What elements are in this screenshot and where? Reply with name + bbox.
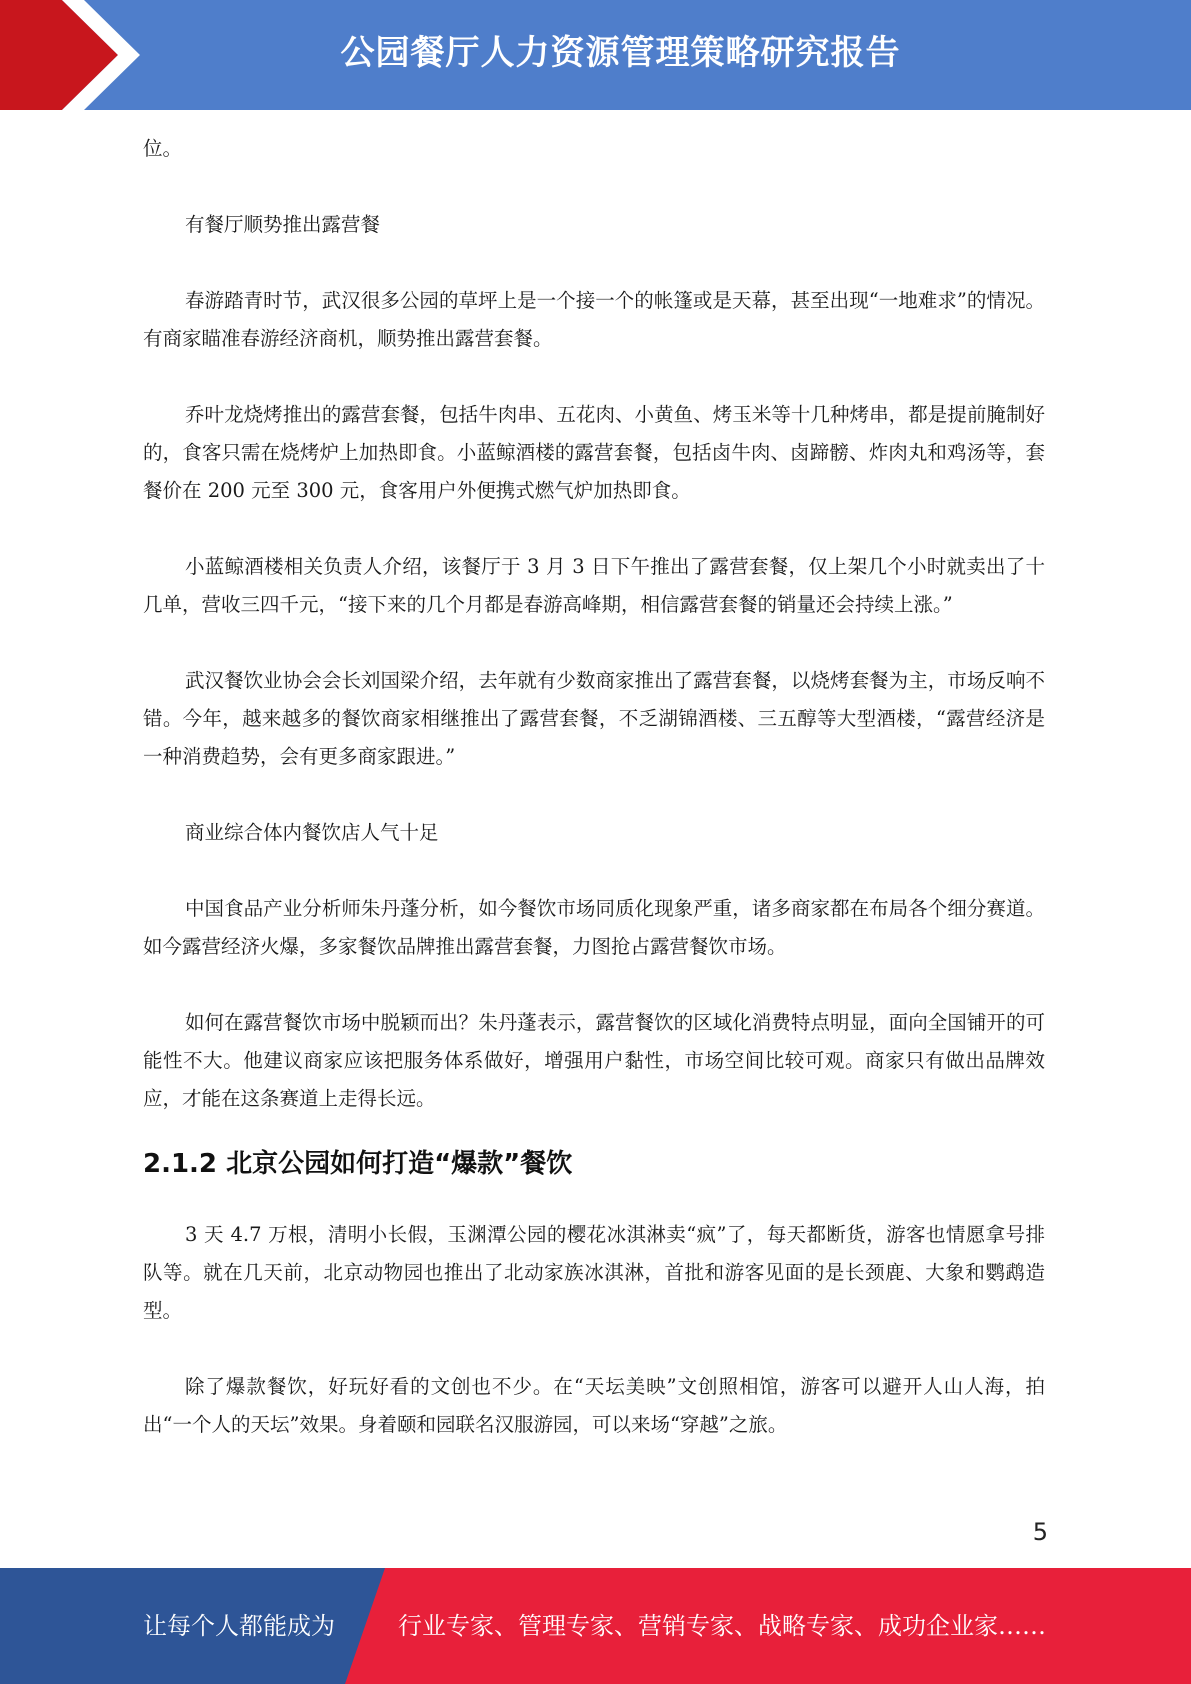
footer-slogan-right: 行业专家、管理专家、营销专家、战略专家、成功企业家…… — [398, 1612, 1046, 1640]
paragraph: 小蓝鲸酒楼相关负责人介绍，该餐厅于 3 月 3 日下午推出了露营套餐，仅上架几个小时就卖出了十几单，营收三四千元，“接下来的几个月都是春游高峰期，相信露营套餐的销量还会持续上涨。” — [143, 555, 1045, 616]
section-label: 商业综合体内餐饮店人气十足 — [185, 821, 439, 844]
paragraph: 除了爆款餐饮，好玩好看的文创也不少。在“天坛美映”文创照相馆，游客可以避开人山人海，拍出“一个人的天坛”效果。身着颐和园联名汉服游园，可以来场“穿越”之旅。 — [143, 1375, 1045, 1436]
section-heading: 2.1.2 北京公园如何打造“爆款”餐饮 — [143, 1149, 573, 1179]
document-body — [143, 130, 1045, 1444]
page-number: 5 — [1032, 1518, 1048, 1546]
page-header — [0, 0, 1191, 110]
paragraph: 位。 — [143, 137, 183, 160]
document-title: 公园餐厅人力资源管理策略研究报告 — [340, 33, 901, 73]
footer-slogan-left: 让每个人都能成为 — [143, 1612, 335, 1640]
paragraph: 中国食品产业分析师朱丹蓬分析，如今餐饮市场同质化现象严重，诸多商家都在布局各个细分赛道。如今露营经济火爆，多家餐饮品牌推出露营套餐，力图抢占露营餐饮市场。 — [143, 897, 1045, 958]
paragraph: 3 天 4.7 万根，清明小长假，玉渊潭公园的樱花冰淇淋卖“疯”了，每天都断货，游客也情愿拿号排队等。就在几天前，北京动物园也推出了北动家族冰淇淋，首批和游客见面的是长颈鹿、大象和鹦鹉造型。 — [143, 1223, 1045, 1322]
paragraph: 乔叶龙烧烤推出的露营套餐，包括牛肉串、五花肉、小黄鱼、烤玉米等十几种烤串，都是提前腌制好的，食客只需在烧烤炉上加热即食。小蓝鲸酒楼的露营套餐，包括卤牛肉、卤蹄髈、炸肉丸和鸡汤等，套餐价在 200 元至 300 元，食客用户外便携式燃气炉加热即食。 — [143, 403, 1045, 502]
header-chevron-decoration — [0, 0, 160, 110]
paragraph: 如何在露营餐饮市场中脱颖而出？朱丹蓬表示，露营餐饮的区域化消费特点明显，面向全国铺开的可能性不大。他建议商家应该把服务体系做好，增强用户黏性，市场空间比较可观。商家只有做出品牌效应，才能在这条赛道上走得长远。 — [143, 1011, 1045, 1110]
paragraph: 武汉餐饮业协会会长刘国梁介绍，去年就有少数商家推出了露营套餐，以烧烤套餐为主，市场反响不错。今年，越来越多的餐饮商家相继推出了露营套餐，不乏湖锦酒楼、三五醇等大型酒楼，“露营经济是一种消费趋势，会有更多商家跟进。” — [143, 669, 1045, 768]
section-label: 有餐厅顺势推出露营餐 — [185, 213, 381, 236]
page-footer — [0, 1568, 1191, 1684]
paragraph: 春游踏青时节，武汉很多公园的草坪上是一个接一个的帐篷或是天幕，甚至出现“一地难求”的情况。有商家瞄准春游经济商机，顺势推出露营套餐。 — [143, 289, 1045, 350]
